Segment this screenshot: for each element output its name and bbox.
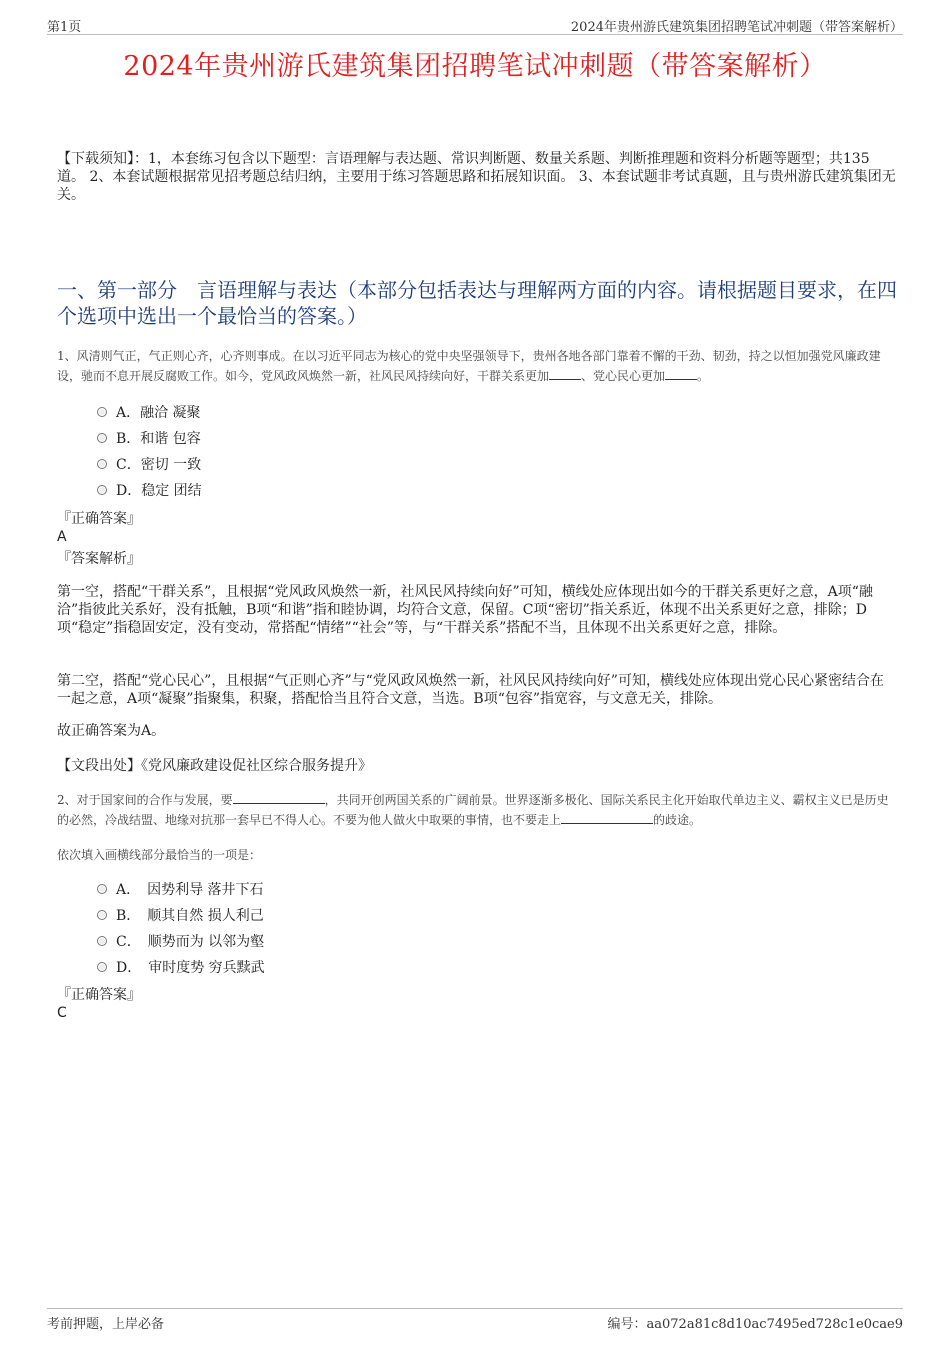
page-header	[47, 14, 903, 35]
analysis-paragraph-1: 第一空，搭配“干群关系”，且根据“党风政风焕然一新，社风民风持续向好”可知，横线处应体现出如今的干群关系更好之意，A项“融洽”指彼此关系好，没有抵触，B项“和谐”指和睦协调，均符合文意，保留。C项“密切”指关系近，体现不出关系更好之意，排除；D项“稳定”指稳固安定，没有变动，常搭配“情绪”“社会”等，与“干群关系”搭配不当，且体现不出关系更好之意，排除。	[57, 584, 873, 636]
download-notice: 【下载须知】：1，本套练习包含以下题型：言语理解与表达题、常识判断题、数量关系题、判断推理题和资料分析题等题型；共135道。 2、本套试题根据常见招考题总结归纳，主要用于练习答题思路和拓展知识面。 3、本套试题非考试真题，且与贵州游氏建筑集团无关。	[57, 151, 896, 203]
answer-value: A	[57, 529, 67, 545]
option-b[interactable]: B．和谐 包容	[97, 425, 202, 451]
page-footer	[47, 1308, 903, 1332]
question-1-options	[97, 399, 202, 503]
footer-slogan: 考前押题，上岸必备	[47, 1317, 165, 1332]
blank-line	[665, 367, 697, 380]
source-citation: 【文段出处】《党风廉政建设促社区综合服务提升》	[57, 758, 372, 774]
radio-icon[interactable]	[97, 910, 107, 920]
option-d[interactable]: D． 审时度势 穷兵黩武	[97, 954, 265, 980]
analysis-label: 『答案解析』	[57, 551, 141, 567]
option-a[interactable]: A．融洽 凝聚	[97, 399, 202, 425]
answer-label: 『正确答案』	[57, 511, 141, 527]
radio-icon[interactable]	[97, 433, 107, 443]
question-1-text: 1、风清则气正，气正则心齐，心齐则事成。在以习近平同志为核心的党中央坚强领导下，贵州各地各部门靠着不懈的干劲、韧劲，持之以恒加强党风廉政建设，驰而不息开展反腐败工作。如今，党风政风焕然一新，社风民风持续向好，干群关系更加 、党心民心更加 。	[57, 349, 881, 383]
option-c[interactable]: C．密切 一致	[97, 451, 202, 477]
blank-line	[233, 791, 325, 804]
question-2-prompt: 依次填入画横线部分最恰当的一项是：	[57, 848, 262, 862]
analysis-paragraph-2: 第二空，搭配“党心民心”，且根据“气正则心齐”与“党风政风焕然一新，社风民风持续向好”可知，横线处应体现出党心民心紧密结合在一起之意，A项“凝聚”指聚集，积聚，搭配恰当且符合文意，当选。B项“包容”指宽容，与文意无关，排除。	[57, 673, 884, 707]
document-title: 2024年贵州游氏建筑集团招聘笔试冲刺题（带答案解析）	[123, 51, 827, 82]
footer-document-id: 编号：aa072a81c8d10ac7495ed728c1e0cae9	[607, 1317, 903, 1332]
analysis-conclusion: 故正确答案为A。	[57, 723, 166, 739]
radio-icon[interactable]	[97, 962, 107, 972]
section-heading: 一、第一部分 言语理解与表达（本部分包括表达与理解两方面的内容。请根据题目要求，在四个选项中选出一个最恰当的答案。）	[57, 278, 897, 328]
option-b[interactable]: B． 顺其自然 损人利己	[97, 902, 265, 928]
question-2-options	[97, 876, 265, 980]
option-a[interactable]: A． 因势利导 落井下石	[97, 876, 265, 902]
question-2-text: 2、对于国家间的合作与发展，要 ，共同开创两国关系的广阔前景。世界逐渐多极化、国际关系民主化开始取代单边主义、霸权主义已是历史的必然，冷战结盟、地缘对抗那一套早已不得人心。不要为他人做火中取栗的事情，也不要走上 的歧途。	[57, 793, 889, 827]
page-number: 第1页	[47, 20, 82, 35]
blank-line	[561, 811, 653, 824]
answer-value: C	[57, 1005, 67, 1021]
answer-label: 『正确答案』	[57, 987, 141, 1003]
radio-icon[interactable]	[97, 485, 107, 495]
radio-icon[interactable]	[97, 936, 107, 946]
radio-icon[interactable]	[97, 459, 107, 469]
header-doc-title: 2024年贵州游氏建筑集团招聘笔试冲刺题（带答案解析）	[570, 20, 903, 35]
radio-icon[interactable]	[97, 884, 107, 894]
option-d[interactable]: D．稳定 团结	[97, 477, 202, 503]
option-c[interactable]: C． 顺势而为 以邻为壑	[97, 928, 265, 954]
blank-line	[549, 367, 581, 380]
radio-icon[interactable]	[97, 407, 107, 417]
